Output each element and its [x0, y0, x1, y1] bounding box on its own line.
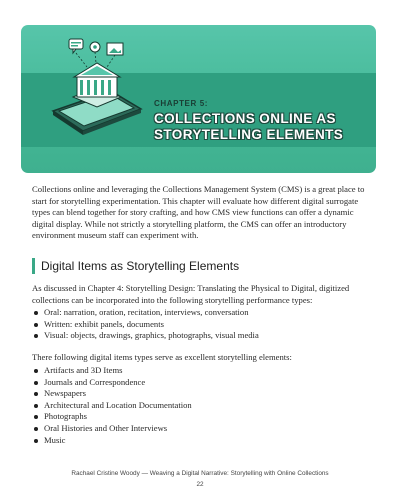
list-item: Journals and Correspondence	[32, 377, 362, 389]
list-item: Oral Histories and Other Interviews	[32, 423, 362, 435]
section-heading-text: Digital Items as Storytelling Elements	[41, 259, 240, 273]
item-types-list	[32, 365, 362, 446]
list-item: Visual: objects, drawings, graphics, photographs, visual media	[32, 330, 362, 342]
chapter-title: COLLECTIONS ONLINE AS STORYTELLING ELEMENTS	[154, 111, 344, 142]
performance-types-paragraph: As discussed in Chapter 4: Storytelling Design: Translating the Physical to Digital, digitized collections can be incorporated into the following storytelling performance types:	[32, 283, 350, 305]
running-footer: Rachael Cristine Woody — Weaving a Digital Narrative: Storytelling with Online Collections	[71, 470, 329, 477]
list-item: Photographs	[32, 411, 362, 423]
intro-paragraph: Collections online and leveraging the Collections Management System (CMS) is a great place to start for storytelling experimentation. This chapter will evaluate how different digital surrogate types can blend together for story crafting, and how CMS view functions can offer a dynamic digital display. While not strictly a storytelling platform, the CMS can offer an introductory environment museum staff can experiment with.	[32, 184, 365, 241]
list-item: Artifacts and 3D Items	[32, 365, 362, 377]
list-item: Oral: narration, oration, recitation, interviews, conversation	[32, 307, 362, 319]
heading-accent-bar	[32, 258, 35, 274]
list-item: Architectural and Location Documentation	[32, 400, 362, 412]
performance-types-list	[32, 307, 362, 342]
chapter-kicker: CHAPTER 5:	[154, 99, 209, 108]
section-heading	[32, 258, 239, 274]
list-item: Written: exhibit panels, documents	[32, 319, 362, 331]
list-item: Music	[32, 435, 362, 447]
museum-building-on-smartphone-icon	[49, 33, 145, 141]
list-item: Newspapers	[32, 388, 362, 400]
page-number: 22	[196, 481, 204, 488]
item-types-paragraph: There following digital items types serve as excellent storytelling elements:	[32, 352, 292, 362]
chapter-banner	[21, 25, 376, 173]
